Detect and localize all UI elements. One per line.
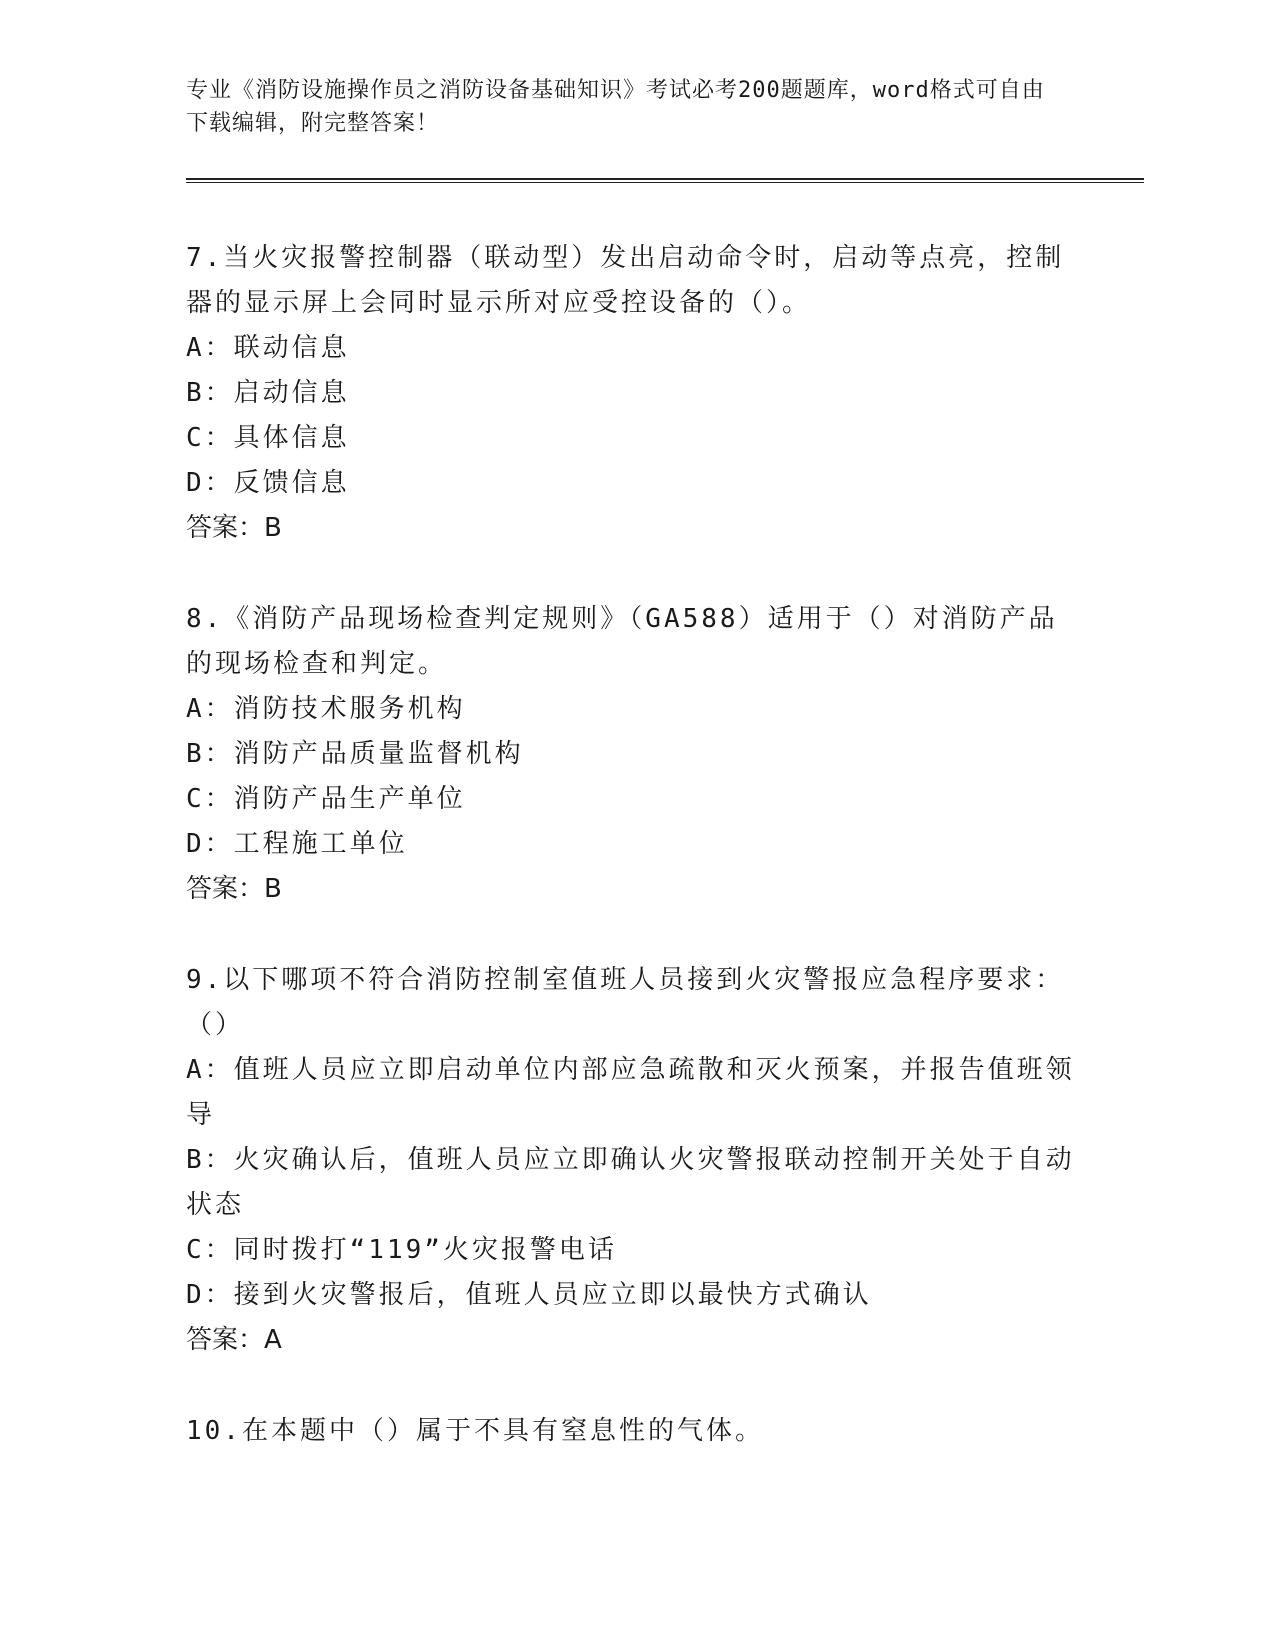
question-8 (186, 597, 1086, 912)
question-stem: 7.当火灾报警控制器（联动型）发出启动命令时，启动等点亮，控制器的显示屏上会同时显示所对应受控设备的（）。 (186, 243, 1065, 318)
option-b: B：消防产品质量监督机构 (186, 739, 524, 769)
question-9 (186, 958, 1086, 1363)
option-d: D：接到火灾警报后，值班人员应立即以最快方式确认 (186, 1280, 872, 1310)
question-stem: 8.《消防产品现场检查判定规则》（GA588）适用于（）对消防产品的现场检查和判定。 (186, 604, 1058, 679)
option-b: B：启动信息 (186, 378, 350, 408)
header-divider (186, 178, 1144, 180)
question-stem: 9.以下哪项不符合消防控制室值班人员接到火灾警报应急程序要求：（） (186, 965, 1065, 1040)
document-intro: 专业《消防设施操作员之消防设备基础知识》考试必考200题题库，word格式可自由下载编辑，附完整答案！ (186, 78, 1045, 136)
question-list (186, 236, 1086, 1500)
option-d: D：反馈信息 (186, 468, 350, 498)
option-c: C：消防产品生产单位 (186, 784, 466, 814)
question-10 (186, 1409, 1086, 1454)
option-d: D：工程施工单位 (186, 829, 408, 859)
option-c: C：同时拨打“119”火灾报警电话 (186, 1235, 617, 1265)
question-stem: 10.在本题中（）属于不具有窒息性的气体。 (186, 1416, 764, 1446)
question-7 (186, 236, 1086, 551)
option-c: C：具体信息 (186, 423, 350, 453)
option-b: B：火灾确认后，值班人员应立即确认火灾警报联动控制开关处于自动状态 (186, 1145, 1075, 1220)
option-a: A：联动信息 (186, 333, 350, 363)
option-a: A：消防技术服务机构 (186, 694, 466, 724)
answer-line: 答案：A (186, 1325, 282, 1355)
header-divider-thin (186, 182, 1144, 183)
answer-line: 答案：B (186, 513, 282, 543)
option-a: A：值班人员应立即启动单位内部应急疏散和灭火预案，并报告值班领导 (186, 1055, 1075, 1130)
answer-line: 答案：B (186, 874, 282, 904)
